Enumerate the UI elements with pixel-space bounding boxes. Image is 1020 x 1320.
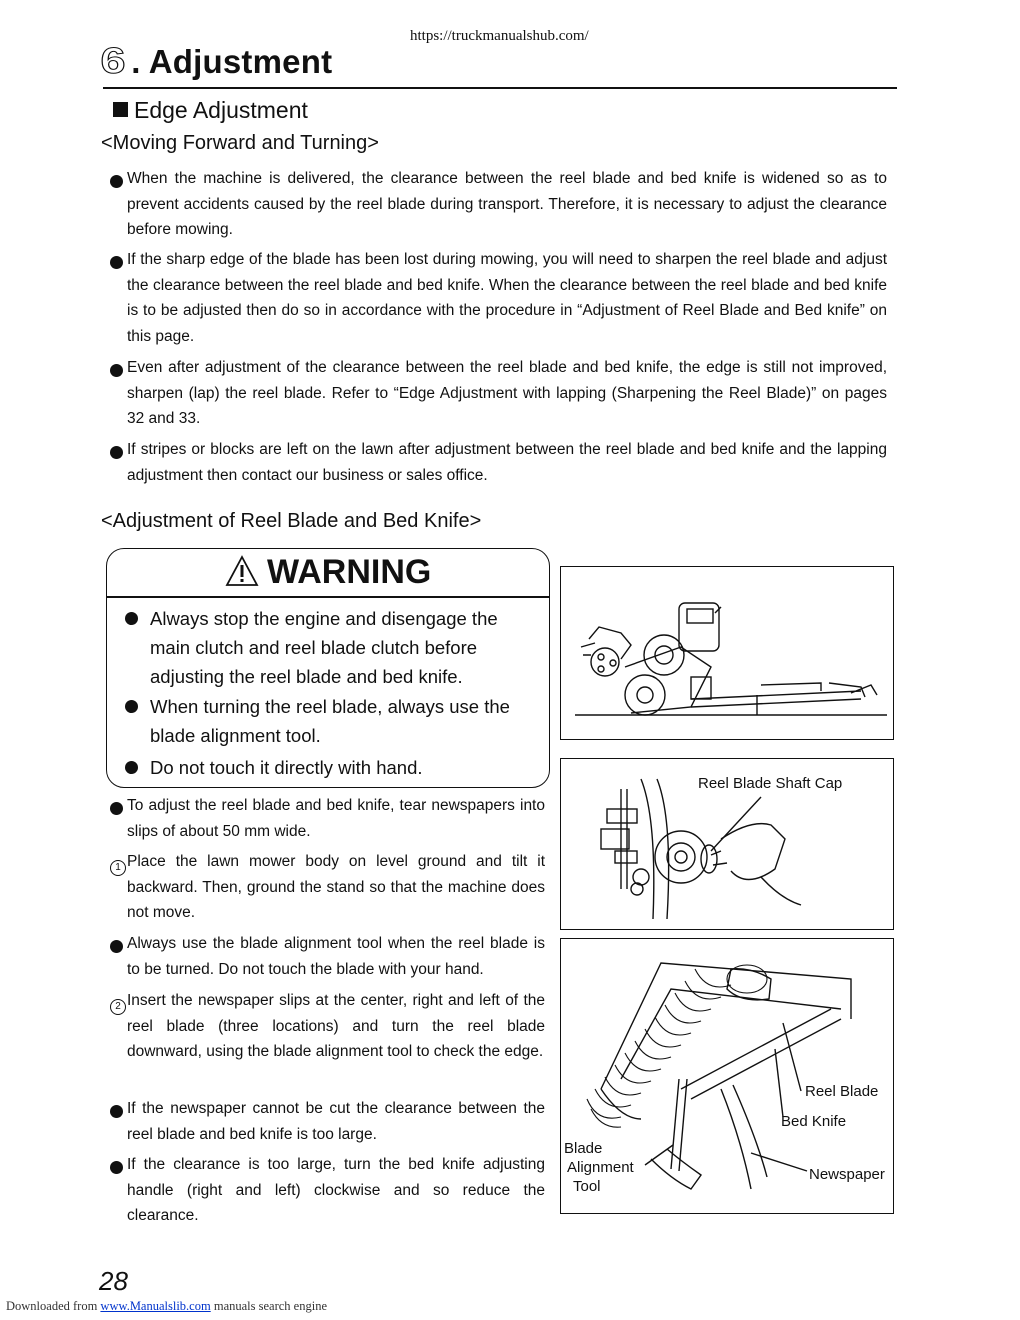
warning-title: WARNING [225,553,431,592]
label-blade-tool-3: Tool [573,1178,601,1195]
bullet-dot-icon [125,612,138,625]
step-1: 1 Place the lawn mower body on level ground and tilt it backward. Then, ground the stand so that the machine does not move. [127,849,545,926]
adjustment-heading: <Adjustment of Reel Blade and Bed Knife> [101,510,482,532]
step-note-newspaper: To adjust the reel blade and bed knife, tear newspapers into slips of about 50 mm wide. [127,793,545,844]
step-note-tool: Always use the blade alignment tool when the reel blade is to be turned. Do not touch the blade with your hand. [127,931,545,982]
mower-illustration [561,567,893,739]
footer: Downloaded from www.Manualslib.com manuals search engine [6,1299,327,1313]
bullet-dot-icon [110,364,123,377]
moving-item-2: If the sharp edge of the blade has been lost during mowing, you will need to sharpen the reel blade and adjust the clearance between the reel blade and bed knife. When the clearance between the reel blade and bed knife is to be adjusted then do so in accordance with the procedure in “Adjustment of Reel Blade and Bed knife” on this page. [127,247,887,349]
warning-divider [106,596,550,598]
page-number: 28 [99,1266,128,1296]
figure-shaft-cap [560,758,894,930]
square-bullet-icon [113,102,128,117]
bullet-dot-icon [110,1105,123,1118]
step-number: 2 [110,999,126,1015]
header-url[interactable]: https://truckmanualshub.com/ [410,28,589,44]
bullet-dot-icon [110,802,123,815]
bullet-dot-icon [110,256,123,269]
warning-item-1: Always stop the engine and disengage the main clutch and reel blade clutch before adjusting the reel blade and bed knife. [150,604,535,691]
moving-item-1: When the machine is delivered, the clearance between the reel blade and bed knife is widened so as to prevent accidents caused by the reel blade during transport. Therefore, it is necessary to adjust the clearance before mowing. [127,166,887,243]
label-reel-blade: Reel Blade [805,1083,879,1100]
title-separator: . [131,43,141,80]
section-number: 6 [100,40,126,81]
label-reel-blade-shaft-cap: Reel Blade Shaft Cap [698,775,843,792]
bullet-dot-icon [110,940,123,953]
warning-triangle-icon [225,555,259,587]
step-note-clearance: If the clearance is too large, turn the bed knife adjusting handle (right and left) clockwise and so reduce the clearance. [127,1152,545,1229]
bullet-dot-icon [110,175,123,188]
bullet-dot-icon [125,761,138,774]
label-blade-tool-2: Alignment [567,1159,634,1176]
warning-item-2: When turning the reel blade, always use the blade alignment tool. [150,692,535,750]
step-number: 1 [110,860,126,876]
moving-item-3: Even after adjustment of the clearance between the reel blade and bed knife, the edge is still not improved, sharpen (lap) the reel blade. Refer to “Edge Adjustment with lapping (Sharpening the Reel Blade)” on pages 32 and 33. [127,355,887,432]
bullet-dot-icon [110,446,123,459]
manualslib-link[interactable]: www.Manualslib.com [100,1299,211,1313]
step-note-cut: If the newspaper cannot be cut the clearance between the reel blade and bed knife is too large. [127,1096,545,1147]
page-title [100,40,333,82]
figure-reel-blade-newspaper [560,938,894,1214]
bullet-dot-icon [110,1161,123,1174]
figure-mower-tilted [560,566,894,740]
edge-adjustment-heading [113,97,308,124]
title-rule [103,87,897,89]
bullet-dot-icon [125,700,138,713]
label-newspaper: Newspaper [809,1166,885,1183]
moving-forward-heading: <Moving Forward and Turning> [101,132,379,154]
label-bed-knife: Bed Knife [781,1113,847,1130]
warning-item-3: Do not touch it directly with hand. [150,753,535,782]
step-2: 2 Insert the newspaper slips at the center, right and left of the reel blade (three locations) and turn the reel blade downward, using the blade alignment tool to check the edge. [127,988,545,1065]
edge-heading-text: Edge Adjustment [134,97,308,123]
title-text: Adjustment [148,43,333,80]
label-blade-tool-1: Blade [564,1140,603,1157]
moving-item-4: If stripes or blocks are left on the lawn after adjustment between the reel blade and bed knife and the lapping adjustment then contact our business or sales office. [127,437,887,488]
